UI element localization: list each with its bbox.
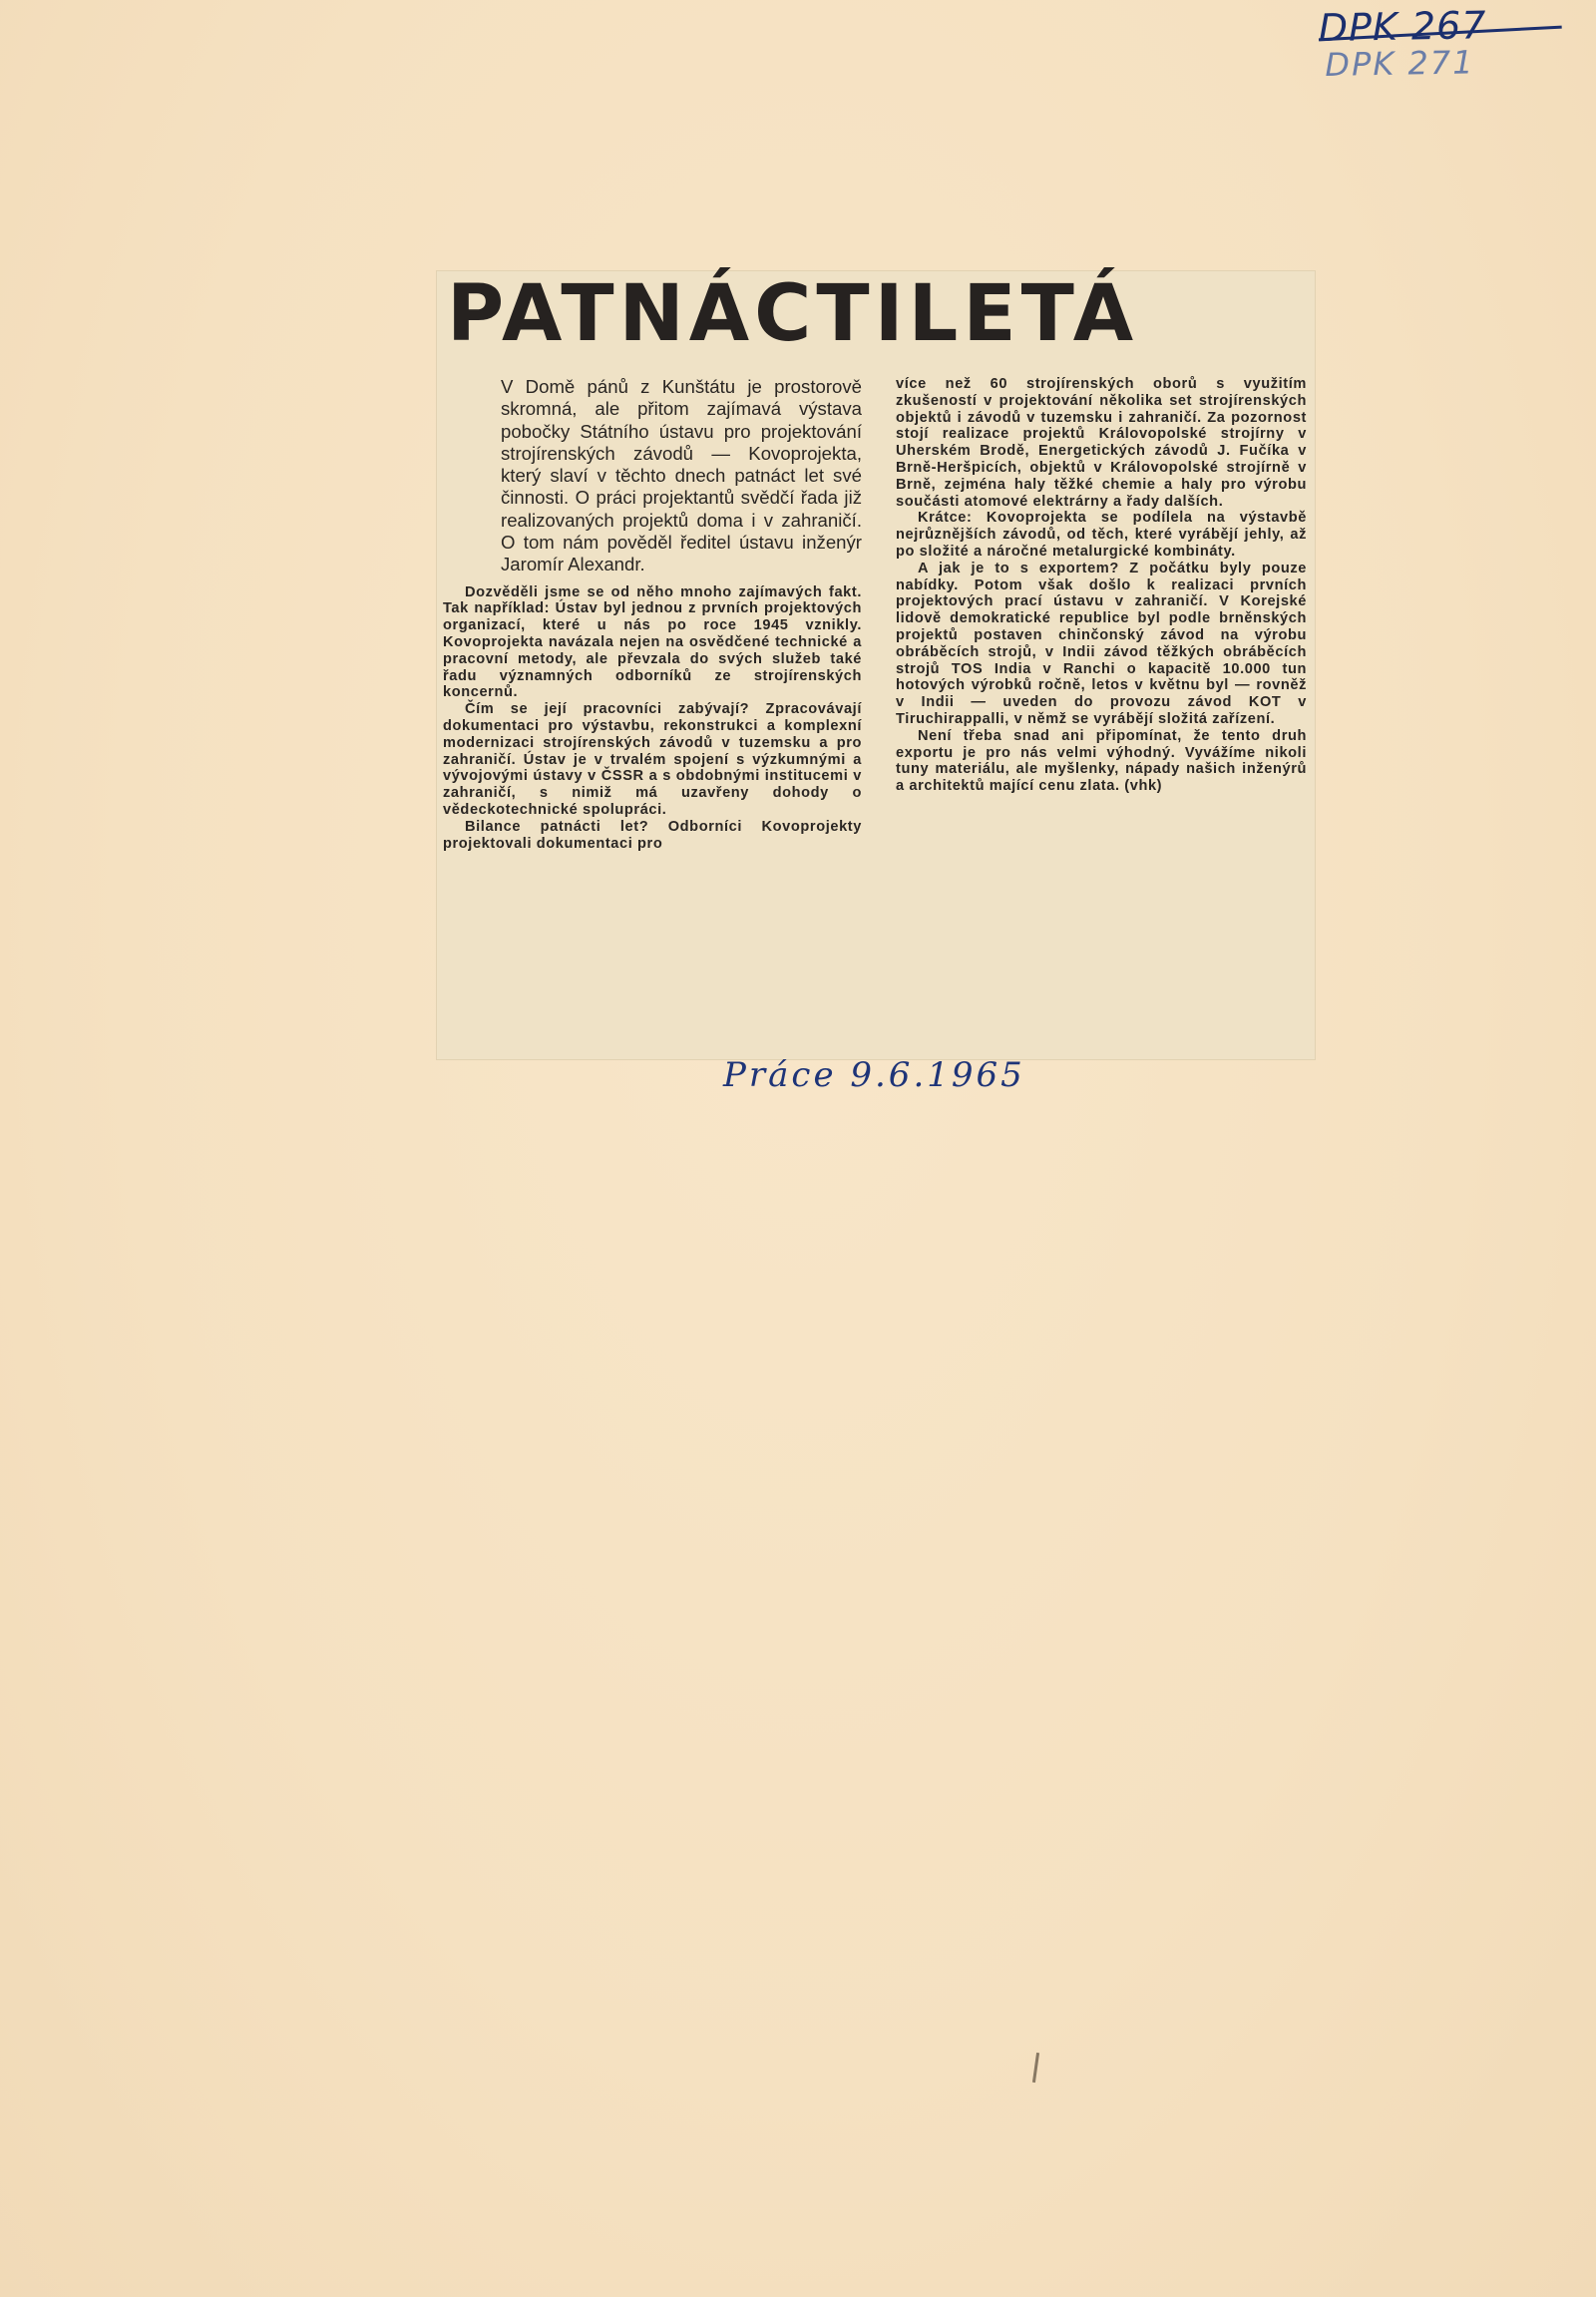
- article-column-left: [443, 376, 862, 852]
- catalog-mark: [1318, 2, 1558, 84]
- article-paragraph: A jak je to s exportem? Z počátku byly pouze nabídky. Potom však došlo k realizaci prvních projektových prací ústavu v zahraničí. V Korejské lidově demokratické republice byl podle brněnských projektů postaven chinčonský závod na výrobu obráběcích strojů, v Indii závod těžkých obráběcích strojů TOS India v Ranchi o kapacitě 10.000 tun hotových výrobků ročně, letos v květnu byl — rovněž v Indii — uveden do provozu závod KOT v Tiruchirappalli, v němž se vyrábějí složitá zařízení.: [896, 560, 1307, 727]
- handwritten-source-note: Práce 9.6.1965: [723, 1055, 1025, 1095]
- article-paragraph: Není třeba snad ani připomínat, že tento druh exportu je pro nás velmi výhodný. Vyvážíme nikoli tuny materiálu, ale myšlenky, nápady našich inženýrů a architektů mající cenu zlata. (vhk): [896, 727, 1307, 795]
- article-paragraph: Dozvěděli jsme se od něho mnoho zajímavých fakt. Tak například: Ústav byl jednou z prvních projektových organizací, které u nás po roce 1945 vznikly. Kovoprojekta navázala nejen na osvědčené technické a pracovní metody, ale převzala do svých služeb také řadu významných odborníků ze strojírenských koncernů.: [443, 583, 862, 701]
- article-column-right: [896, 376, 1307, 795]
- article-headline: PATNÁCTILETÁ: [447, 269, 1139, 359]
- article-paragraph: více než 60 strojírenských oborů s využitím zkušeností v projektování několika set strojírenských objektů i závodů v tuzemsku i zahraničí. Za pozornost stojí realizace projektů Královopolské strojírny v Uherském Brodě, Energetických závodů J. Fučíka v Brně-Heršpicích, objektů v Královopolské strojírně v Brně, zejména haly těžké chemie a haly pro výrobu součásti atomové elektrárny a řady dalších.: [896, 376, 1307, 510]
- article-paragraph: Čím se její pracovníci zabývají? Zpracovávají dokumentaci pro výstavbu, rekonstrukci a komplexní modernizaci strojírenských závodů v tuzemsku a pro zahraničí. Ústav je v trvalém spojení s výzkumnými a vývojovými ústavy v ČSSR a s obdobnými institucemi v zahraničí, s nimiž má uzavřeny dohody o vědeckotechnické spolupráci.: [443, 701, 862, 819]
- catalog-number-struck: DPK 267: [1318, 2, 1558, 50]
- article-lead-paragraph: V Domě pánů z Kunštátu je prostorově skromná, ale přitom zajímavá výstava pobočky Státního ústavu pro projektování strojírenských závodů — Kovoprojekta, který slaví v těchto dnech patnáct let své činnosti. O práci projektantů svědčí řada již realizovaných projektů doma i v zahraničí. O tom nám pověděl ředitel ústavu inženýr Jaromír Alexandr.: [501, 376, 862, 575]
- pencil-mark: [1032, 2053, 1039, 2083]
- catalog-number-current: DPK 271: [1325, 43, 1475, 84]
- article-paragraph: Bilance patnácti let? Odborníci Kovoprojekty projektovali dokumentaci pro: [443, 818, 862, 852]
- article-paragraph: Krátce: Kovoprojekta se podílela na výstavbě nejrůznějších závodů, od těch, které vyrábějí jehly, až po složité a náročné metalurgické kombináty.: [896, 510, 1307, 560]
- newspaper-clipping: [437, 271, 1315, 1059]
